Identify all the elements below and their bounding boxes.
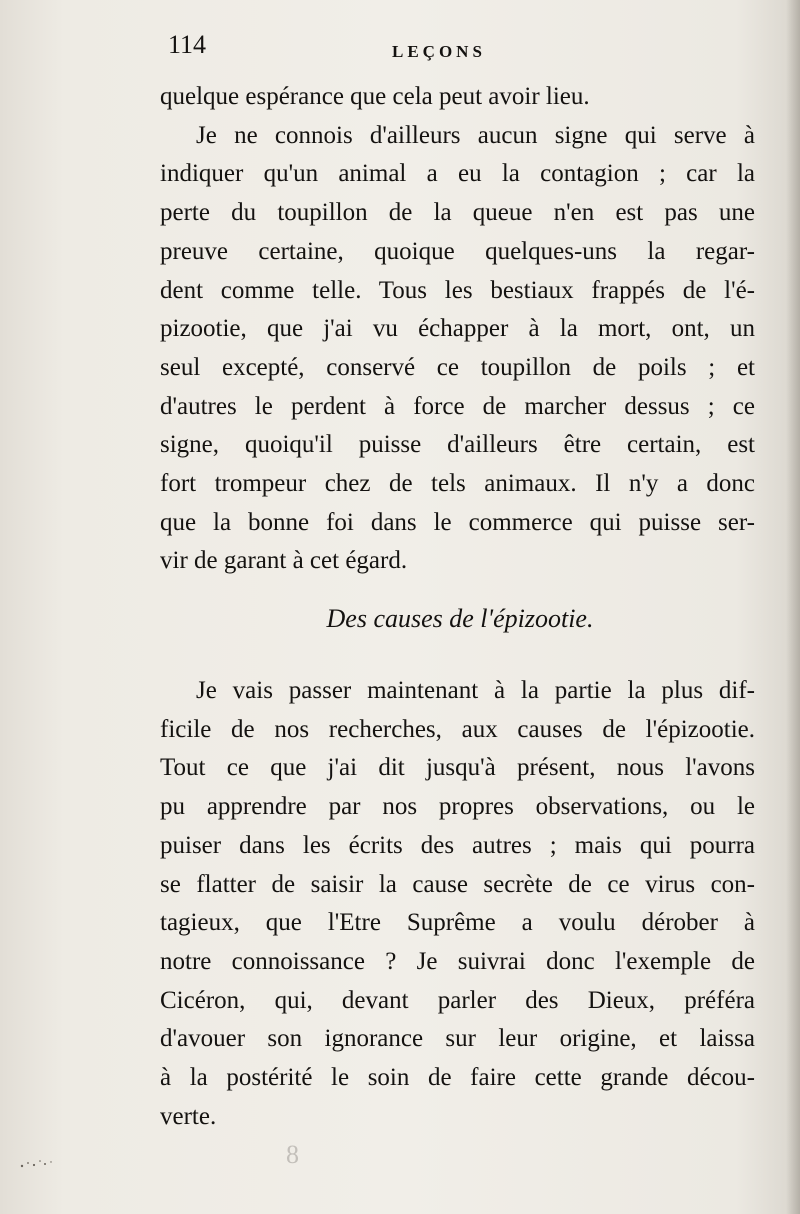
text-line: pu apprendre par nos propres observations, ou le — [160, 793, 755, 821]
text-line: Cicéron, qui, devant parler des Dieux, préféra — [160, 986, 755, 1014]
text-line: puiser dans les écrits des autres ; mais qui pourra — [160, 831, 755, 859]
text-line: fort trompeur chez de tels animaux. Il n'y a donc — [160, 470, 755, 498]
page-number: 114 — [168, 30, 207, 59]
signature-mark: 8 — [286, 1140, 299, 1169]
text-line: vir de garant à cet égard. — [160, 547, 408, 575]
section-title — [0, 604, 800, 634]
text-line: que la bonne foi dans le commerce qui puisse ser- — [160, 508, 755, 536]
running-head: LEÇONS — [392, 42, 486, 61]
text-line: dent comme telle. Tous les bestiaux frappés de l'é- — [160, 276, 755, 304]
section-title-text: Des causes de l'épizootie. — [326, 604, 594, 633]
text-line: Tout ce que j'ai dit jusqu'à présent, nous l'avons — [160, 754, 755, 782]
text-line: seul excepté, conservé ce toupillon de poils ; et — [160, 353, 755, 381]
paragraph-2 — [160, 672, 755, 1136]
text-line: ficile de nos recherches, aux causes de l'épizootie. — [160, 715, 755, 743]
text-line: quelque espérance que cela peut avoir lieu. — [160, 83, 590, 110]
text-line: d'avouer son ignorance sur leur origine, et laissa — [160, 1025, 755, 1053]
text-line: notre connoissance ? Je suivrai donc l'exemple de — [160, 947, 755, 975]
paragraph-1 — [160, 78, 755, 581]
text-line: preuve certaine, quoique quelques-uns la regar- — [160, 237, 755, 265]
text-line: tagieux, que l'Etre Suprême a voulu dérober à — [160, 909, 755, 937]
text-line: d'autres le perdent à force de marcher dessus ; ce — [160, 392, 755, 420]
page-edge-shadow — [786, 0, 800, 1214]
ink-specks — [14, 1150, 60, 1174]
text-line: indiquer qu'un animal a eu la contagion ; car la — [160, 160, 755, 188]
text-line: perte du toupillon de la queue n'en est pas une — [160, 199, 755, 227]
text-line: se flatter de saisir la cause secrète de ce virus con- — [160, 870, 755, 898]
text-line: à la postérité le soin de faire cette grande décou- — [160, 1064, 755, 1092]
text-line: Je ne connois d'ailleurs aucun signe qui serve à — [196, 121, 755, 149]
text-line: verte. — [160, 1102, 217, 1130]
text-line: signe, quoiqu'il puisse d'ailleurs être certain, est — [160, 431, 755, 459]
text-line: pizootie, que j'ai vu échapper à la mort, ont, un — [160, 315, 755, 343]
text-line: Je vais passer maintenant à la partie la plus dif- — [196, 677, 755, 704]
